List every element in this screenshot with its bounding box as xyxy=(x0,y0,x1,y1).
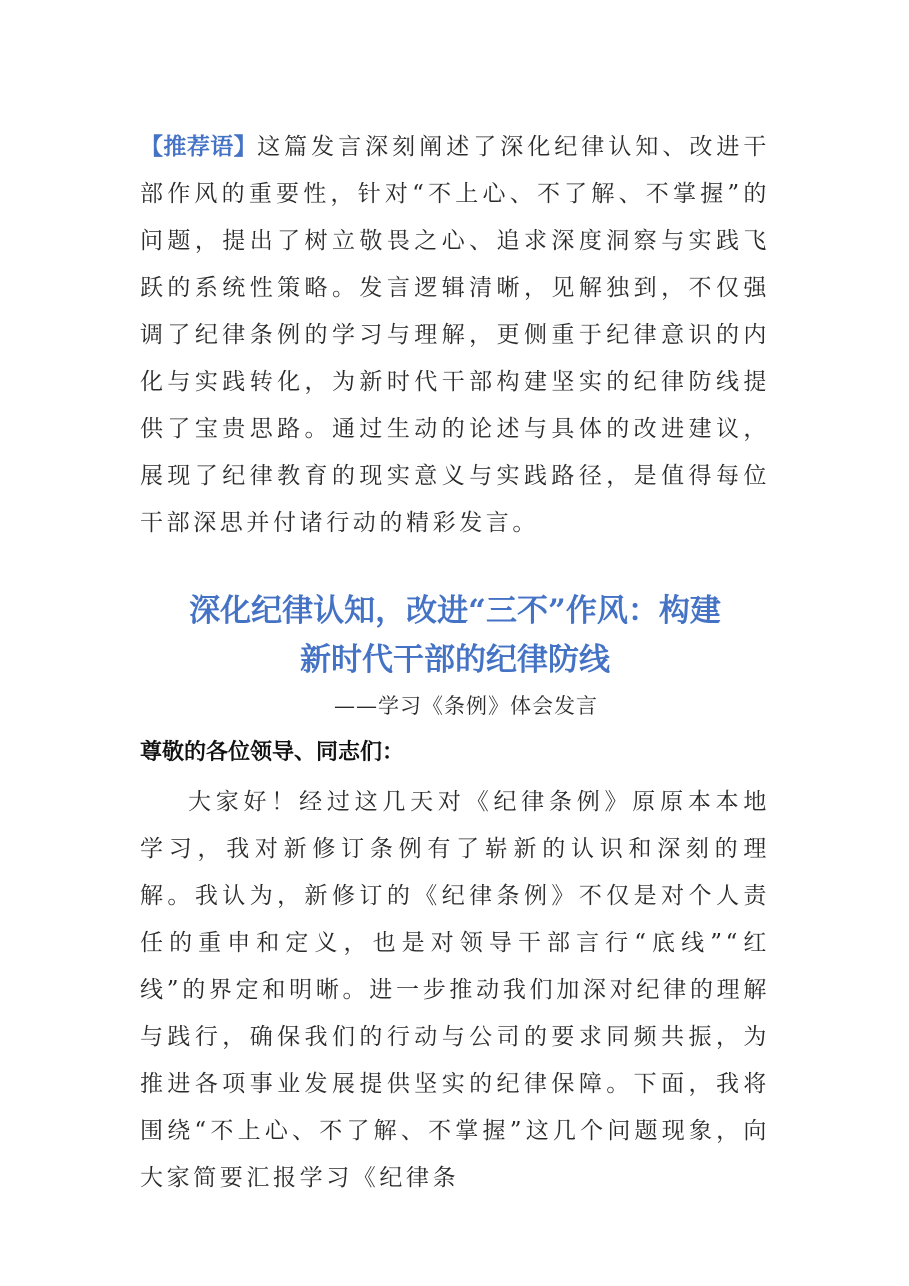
recommendation-label: 【推荐语】 xyxy=(140,134,258,160)
recommendation-paragraph xyxy=(140,124,770,547)
document-content xyxy=(140,124,770,1202)
article-title-line2: 新时代干部的纪律防线 xyxy=(300,642,610,678)
salutation: 尊敬的各位领导、同志们： xyxy=(140,740,405,765)
article-title xyxy=(130,587,780,685)
article-title-line1: 深化纪律认知，改进“三不”作风：构建 xyxy=(189,593,721,629)
recommendation-text: 这篇发言深刻阐述了深化纪律认知、改进干部作风的重要性，针对“不上心、不了解、不掌握”的问题，提出了树立敬畏之心、追求深度洞察与实践飞跃的系统性策略。发言逻辑清晰，见解独到，不仅强调了纪律条例的学习与理解，更侧重于纪律意识的内化与实践转化，为新时代干部构建坚实的纪律防线提供了宝贵思路。通过生动的论述与具体的改进建议，展现了纪律教育的现实意义与实践路径，是值得每位干部深思并付诸行动的精彩发言。 xyxy=(140,134,771,536)
article-subtitle: ——学习《条例》体会发言 xyxy=(334,694,598,718)
body-paragraph: 大家好！经过这几天对《纪律条例》原原本本地学习，我对新修订条例有了崭新的认识和深刻的理解。我认为，新修订的《纪律条例》不仅是对个人责任的重申和定义，也是对领导干部言行“底线”“红线”的界定和明晰。进一步推动我们加深对纪律的理解与践行，确保我们的行动与公司的要求同频共振，为推进各项事业发展提供坚实的纪律保障。下面，我将围绕“不上心、不了解、不掌握”这几个问题现象，向大家简要汇报学习《纪律条 xyxy=(140,789,770,1191)
